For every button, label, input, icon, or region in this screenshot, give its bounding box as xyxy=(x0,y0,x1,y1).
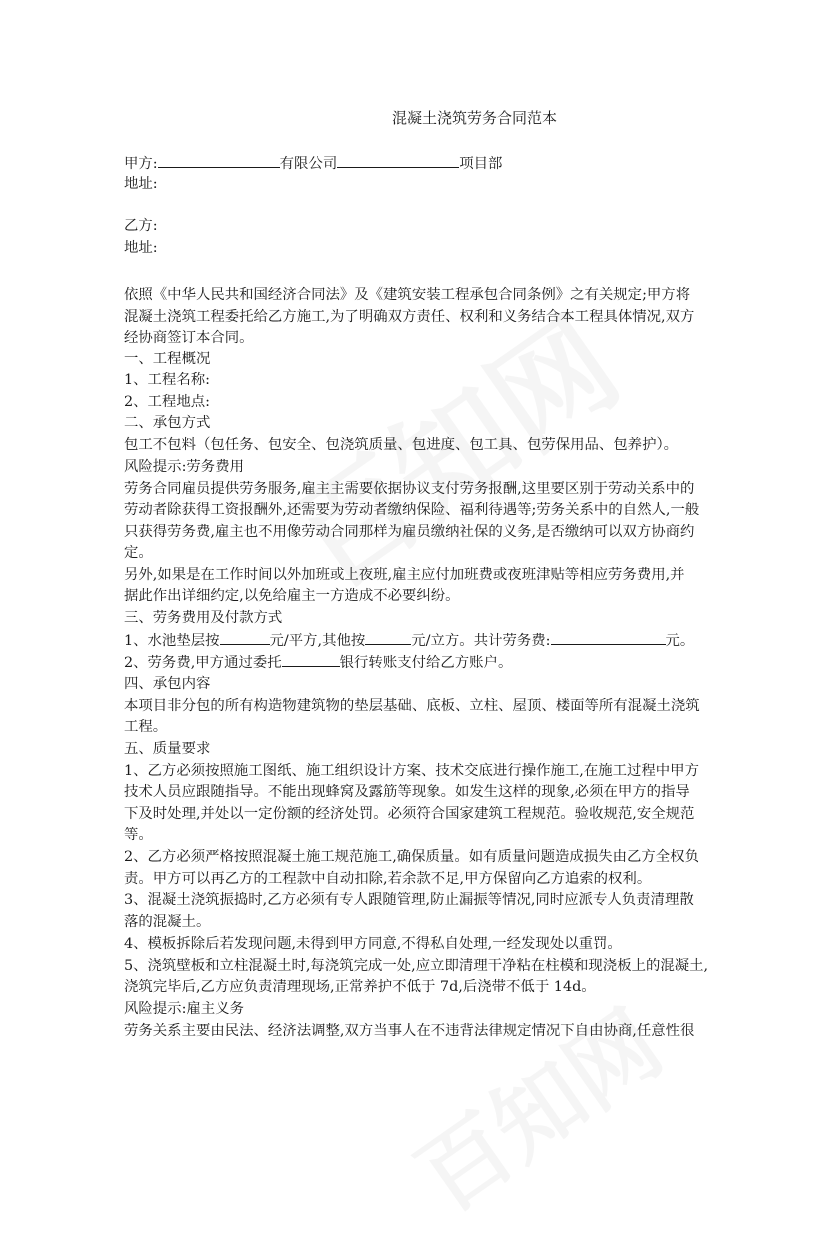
fee-line-1 xyxy=(124,630,694,652)
fee-text: 元/立方。共计劳务费: xyxy=(411,633,551,649)
party-a-label: 甲方: xyxy=(124,156,158,172)
paragraph-line: 依照《中华人民共和国经济合同法》及《建筑安装工程承包合同条例》之有关规定;甲方将 xyxy=(124,287,691,303)
paragraph-line: 1、工程名称: xyxy=(124,372,210,388)
fee-line-2 xyxy=(124,652,512,674)
paragraph-line: 经协商签订本合同。 xyxy=(124,330,254,346)
fee-text: 银行转账支付给乙方账户。 xyxy=(339,655,513,671)
address-b: 地址: xyxy=(124,240,158,256)
paragraph-line: 工程。 xyxy=(124,719,168,735)
paragraph-line: 2、工程地点: xyxy=(124,394,210,410)
paragraph-line: 4、模板拆除后若发现问题,未得到甲方同意,不得私自处理,一经发现处以重罚。 xyxy=(124,936,622,952)
section-heading: 四、承包内容 xyxy=(124,676,211,692)
paragraph-line: 浇筑完毕后,乙方应负责清理现场,正常养护不低于 7d,后浇带不低于 14d。 xyxy=(124,979,596,995)
paragraph-line: 只获得劳务费,雇主也不用像劳动合同那样为雇员缴纳社保的义务,是否缴纳可以双方协商约 xyxy=(124,524,695,540)
party-a-company-label: 有限公司 xyxy=(279,156,338,172)
address-a: 地址: xyxy=(124,176,158,192)
fee-text: 元/平方,其他按 xyxy=(269,633,366,649)
watermark xyxy=(387,974,683,1235)
party-a-name-blank xyxy=(158,153,280,168)
paragraph-line: 据此作出详细约定,以免给雇主一方造成不必要纠纷。 xyxy=(124,588,460,604)
document-title: 混凝土浇筑劳务合同范本 xyxy=(392,109,558,127)
paragraph-line: 1、乙方必须按照施工图纸、施工组织设计方案、技术交底进行操作施工,在施工过程中甲方 xyxy=(124,763,699,779)
party-a-line xyxy=(124,153,502,175)
section-heading: 一、工程概况 xyxy=(124,351,211,367)
fee-text: 元。 xyxy=(665,633,695,649)
paragraph-line: 包工不包料（包任务、包安全、包浇筑质量、包进度、包工具、包劳保用品、包养护）。 xyxy=(124,437,679,453)
risk-tip: 风险提示:劳务费用 xyxy=(124,459,244,475)
paragraph-line: 劳务关系主要由民法、经济法调整,双方当事人在不违背法律规定情况下自由协商,任意性很 xyxy=(124,1023,695,1039)
bank-blank xyxy=(282,652,340,667)
section-heading: 三、劳务费用及付款方式 xyxy=(124,610,283,626)
party-a-dept-blank xyxy=(337,153,459,168)
paragraph-line: 本项目非分包的所有构造物建筑物的垫层基础、底板、立柱、屋顶、楼面等所有混凝土浇筑 xyxy=(124,698,700,714)
fee-blank xyxy=(551,630,666,645)
section-heading: 五、质量要求 xyxy=(124,741,211,757)
fee-blank xyxy=(220,630,270,645)
party-b: 乙方: xyxy=(124,218,158,234)
paragraph-line: 定。 xyxy=(124,545,153,561)
fee-text: 1、水池垫层按 xyxy=(124,633,220,649)
paragraph-line: 等。 xyxy=(124,827,153,843)
paragraph-line: 2、乙方必须严格按照混凝土施工规范施工,确保质量。如有质量问题造成损失由乙方全权负 xyxy=(124,849,699,865)
party-a-dept-label: 项目部 xyxy=(459,156,503,172)
paragraph-line: 混凝土浇筑工程委托给乙方施工,为了明确双方责任、权利和义务结合本工程具体情况,双方 xyxy=(124,309,695,325)
paragraph-line: 5、浇筑壁板和立柱混凝土时,每浇筑完成一处,应立即清理干净粘在柱模和现浇板上的混凝土, xyxy=(124,958,709,974)
paragraph-line: 下及时处理,并处以一定份额的经济处罚。必须符合国家建筑工程规范。验收规范,安全规范 xyxy=(124,806,695,822)
fee-blank xyxy=(365,630,411,645)
risk-tip: 风险提示:雇主义务 xyxy=(124,1001,244,1017)
paragraph-line: 另外,如果是在工作时间以外加班或上夜班,雇主应付加班费或夜班津贴等相应劳务费用,并 xyxy=(124,567,685,583)
paragraph-line: 劳动者除获得工资报酬外,还需要为劳动者缴纳保险、福利待遇等;劳务关系中的自然人,一般 xyxy=(124,502,700,518)
paragraph-line: 落的混凝土。 xyxy=(124,914,211,930)
paragraph-line: 3、混凝土浇筑振捣时,乙方必须有专人跟随管理,防止漏振等情况,同时应派专人负责清理散 xyxy=(124,892,694,908)
paragraph-line: 技术人员应跟随指导。不能出现蜂窝及露筋等现象。如发生这样的现象,必须在甲方的指导 xyxy=(124,784,690,800)
paragraph-line: 劳务合同雇员提供劳务服务,雇主主需要依据协议支付劳务报酬,这里要区别于劳动关系中的 xyxy=(124,481,695,497)
paragraph-line: 责。甲方可以再乙方的工程款中自动扣除,若余款不足,甲方保留向乙方追索的权利。 xyxy=(124,871,652,887)
section-heading: 二、承包方式 xyxy=(124,415,211,431)
fee-text: 2、劳务费,甲方通过委托 xyxy=(124,655,282,671)
